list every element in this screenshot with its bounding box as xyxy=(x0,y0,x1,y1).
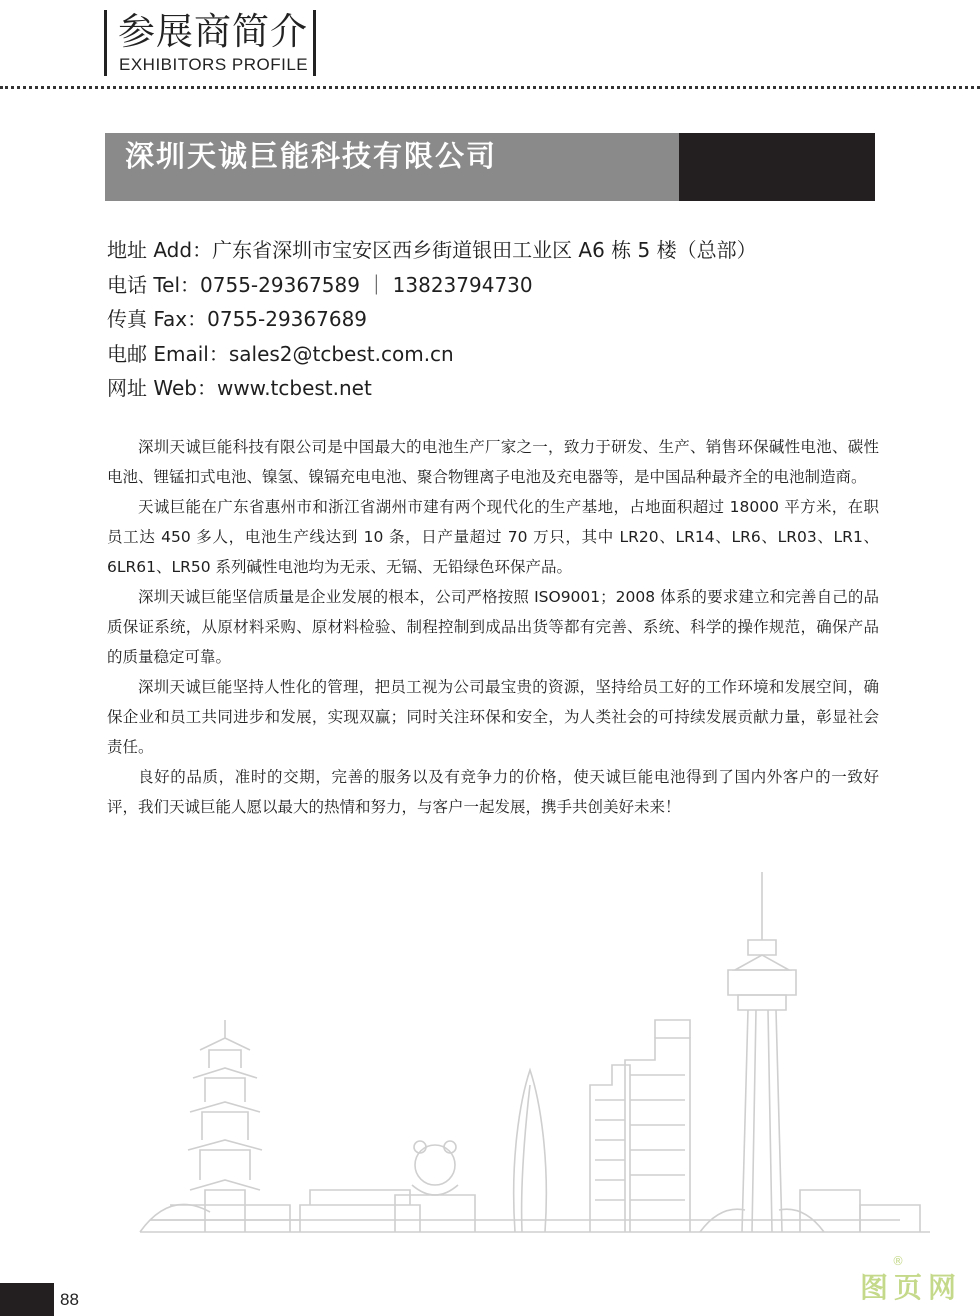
company-banner-dark-block xyxy=(679,133,875,201)
dotted-divider xyxy=(0,86,980,89)
contact-tel: 电话 Tel：0755-29367589 ｜ 13823794730 xyxy=(107,272,533,297)
section-title: 参展商简介 xyxy=(118,10,308,53)
contact-list xyxy=(107,233,757,406)
panda-building-illustration xyxy=(395,1141,475,1232)
contact-fax: 传真 Fax：0755-29367689 xyxy=(107,307,368,331)
section-subtitle: EXHIBITORS PROFILE xyxy=(119,55,309,74)
pagoda-illustration xyxy=(140,1020,300,1232)
paragraph: 深圳天诚巨能坚信质量是企业发展的根本，公司严格按照 ISO9001；2008 体系的要求建立和完善自己的品质保证系统，从原材料采购、原材料检验、制程控制到成品出货等都有完善、系统、科学的操作规范，确保产品的质量稳定可靠。 xyxy=(107,588,879,666)
city-skyline-illustration xyxy=(0,860,980,1260)
paragraph: 深圳天诚巨能坚持人性化的管理，把员工视为公司最宝贵的资源，坚持给员工好的工作环境和发展空间，确保企业和员工共同进步和发展，实现双赢；同时关注环保和安全，为人类社会的可持续发展贡献力量，彰显社会责任。 xyxy=(107,678,879,756)
contact-web: 网址 Web：www.tcbest.net xyxy=(107,376,372,400)
watermark-registered-mark: ® xyxy=(892,1254,904,1268)
header-right-rule xyxy=(313,10,316,76)
paragraph: 良好的品质，准时的交期，完善的服务以及有竞争力的价格，使天诚巨能电池得到了国内外客户的一致好评，我们天诚巨能人愿以最大的热情和努力，与客户一起发展，携手共创美好未来！ xyxy=(107,768,879,816)
page-number-block xyxy=(0,1283,54,1316)
header-left-rule xyxy=(104,10,107,76)
page-number: 88 xyxy=(60,1290,79,1309)
paragraph: 天诚巨能在广东省惠州市和浙江省湖州市建有两个现代化的生产基地，占地面积超过 18000 平方米，在职员工达 450 多人，电池生产线达到 10 条，日产量超过 70 万只，其中 LR20、LR14、LR6、LR03、LR1、6LR61、LR50 系列碱性电池均为无汞、无镉、无铅绿色环保产品。 xyxy=(107,498,879,576)
contact-email: 电邮 Email：sales2@tcbest.com.cn xyxy=(107,341,454,366)
tv-tower-illustration xyxy=(700,872,824,1232)
twin-towers-illustration xyxy=(590,1020,690,1232)
paragraph: 深圳天诚巨能科技有限公司是中国最大的电池生产厂家之一，致力于研发、生产、销售环保碱性电池、碳性电池、锂锰扣式电池、镍氢、镍镉充电电池、聚合物锂离子电池及充电器等，是中国品种最齐全的电池制造商。 xyxy=(107,438,879,486)
contact-address: 地址 Add：广东省深圳市宝安区西乡街道银田工业区 A6 栋 5 楼（总部） xyxy=(107,238,757,262)
watermark-logo: 图页网 xyxy=(860,1271,963,1304)
company-name: 深圳天诚巨能科技有限公司 xyxy=(125,139,498,173)
company-description xyxy=(107,432,879,822)
